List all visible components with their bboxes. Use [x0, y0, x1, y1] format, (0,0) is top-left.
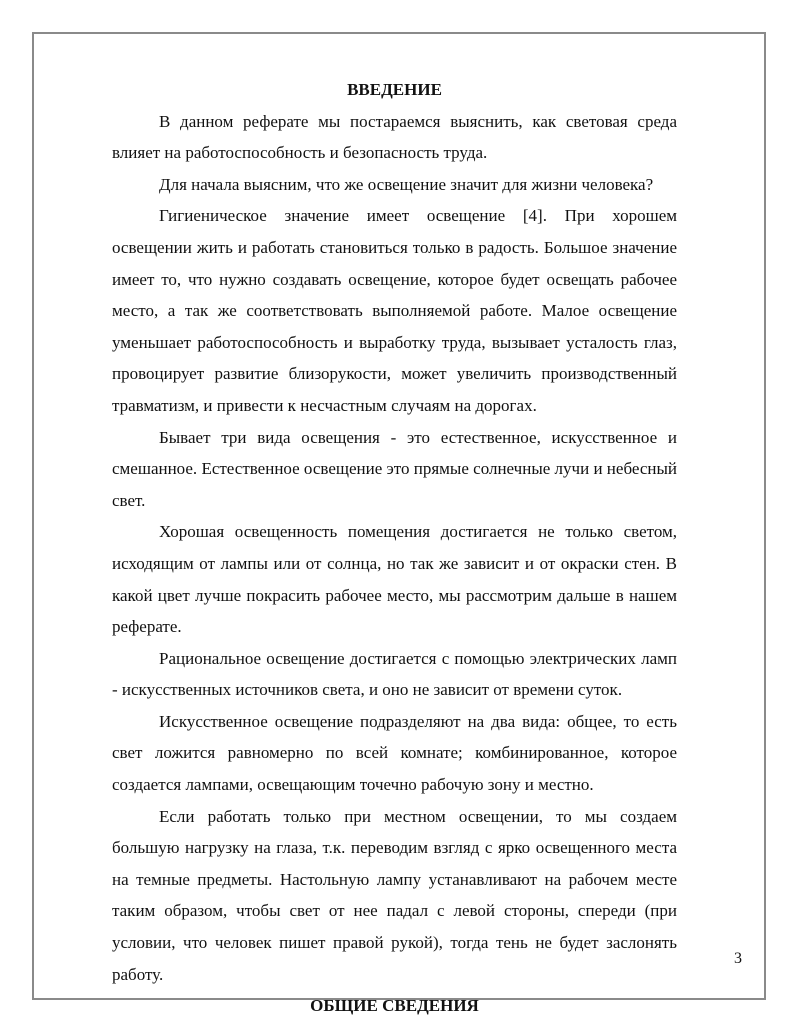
paragraph-4: Бывает три вида освещения - это естественное, искусственное и смешанное. Естественное освещение это прямые солнечные лучи и небесный свет.: [112, 427, 677, 510]
paragraph-2: Для начала выясним, что же освещение значит для жизни человека?: [159, 174, 654, 194]
heading-introduction: ВВЕДЕНИЕ: [347, 80, 442, 99]
document-page: [32, 32, 766, 1016]
heading-general-information: ОБЩИЕ СВЕДЕНИЯ: [310, 996, 479, 1016]
page-content: [112, 74, 677, 1022]
paragraph-6: Рациональное освещение достигается с помощью электрических ламп - искусственных источников света, и оно не зависит от времени суток.: [112, 648, 677, 700]
page-number: 3: [734, 950, 742, 967]
paragraph-7: Искусственное освещение подразделяют на два вида: общее, то есть свет ложится равномерно по всей комнате; комбинированное, которое создается лампами, освещающим точечно рабочую зону и местно.: [112, 711, 677, 795]
paragraph-1: В данном реферате мы постараемся выяснить, как световая среда влияет на работоспособность и безопасность труда.: [112, 111, 677, 163]
paragraph-8: Если работать только при местном освещении, то мы создаем большую нагрузку на глаза, т.к. переводим взгляд с ярко освещенного места на темные предметы. Настольную лампу устанавливают на рабочем месте таким образом, чтобы свет от нее падал с левой стороны, спереди (при условии, что человек пишет правой рукой), тогда тень не будет заслонять работу.: [112, 806, 677, 984]
paragraph-5: Хорошая освещенность помещения достигается не только светом, исходящим от лампы или от солнца, но так же зависит и от окраски стен. В какой цвет лучше покрасить рабочее место, мы рассмотрим дальше в нашем реферате.: [112, 522, 677, 637]
paragraph-3: Гигиеническое значение имеет освещение [4]. При хорошем освещении жить и работать становиться только в радость. Большое значение имеет то, что нужно создавать освещение, которое будет освещать рабочее место, а так же соответствовать выполняемой работе. Малое освещение уменьшает работоспособность и выработку труда, вызывает усталость глаз, провоцирует развитие близорукости, может увеличить производственный травматизм, и привести к несчастным случаям на дорогах.: [112, 206, 677, 415]
